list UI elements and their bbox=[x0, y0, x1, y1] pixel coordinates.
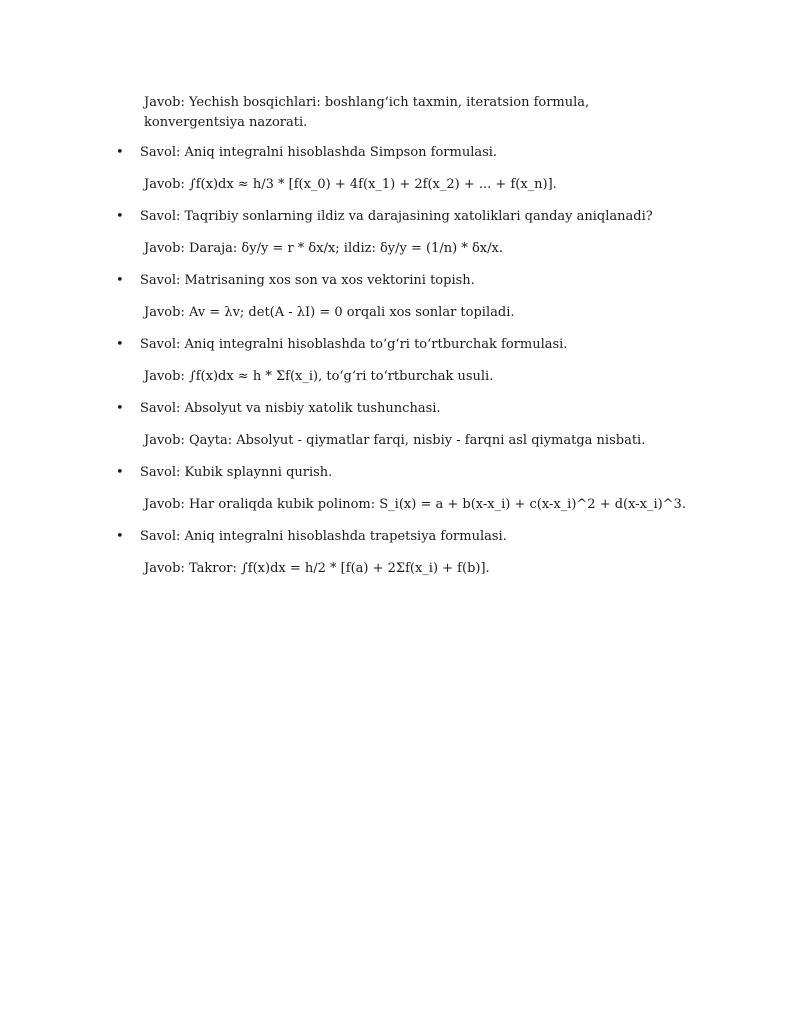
question-text: Savol: Kubik splaynni qurish. bbox=[140, 465, 333, 480]
answer-text: Javob: Har oraliqda kubik polinom: S_i(x) = a + b(x-x_i) + c(x-x_i)^2 + d(x-x_i)^3. bbox=[144, 497, 686, 512]
bullet-icon: • bbox=[116, 465, 124, 480]
bullet-icon: • bbox=[116, 209, 124, 224]
answer-text: Javob: Daraja: δy/y = r * δx/x; ildiz: δy/y = (1/n) * δx/x. bbox=[144, 241, 503, 256]
answer-text: Javob: ∫f(x)dx ≈ h * Σf(x_i), to‘g‘ri to‘rtburchak usuli. bbox=[144, 369, 494, 384]
answer-text: Javob: Takror: ∫f(x)dx = h/2 * [f(a) + 2Σf(x_i) + f(b)]. bbox=[144, 561, 490, 576]
answer-text: Javob: Av = λv; det(A - λI) = 0 orqali xos sonlar topiladi. bbox=[144, 305, 515, 320]
bullet-icon: • bbox=[116, 145, 124, 160]
question-text: Savol: Aniq integralni hisoblashda to‘g‘ri to‘rtburchak formulasi. bbox=[140, 337, 568, 352]
question-text: Savol: Aniq integralni hisoblashda trapetsiya formulasi. bbox=[140, 529, 507, 544]
bullet-icon: • bbox=[116, 273, 124, 288]
answer-text: Javob: Qayta: Absolyut - qiymatlar farqi, nisbiy - farqni asl qiymatga nisbati. bbox=[144, 433, 646, 448]
bullet-icon: • bbox=[116, 337, 124, 352]
question-text: Savol: Matrisaning xos son va xos vektorini topish. bbox=[140, 273, 475, 288]
answer-text: Javob: ∫f(x)dx ≈ h/3 * [f(x_0) + 4f(x_1) + 2f(x_2) + ... + f(x_n)]. bbox=[144, 177, 557, 192]
question-text: Savol: Aniq integralni hisoblashda Simpson formulasi. bbox=[140, 145, 498, 160]
intro-answer: Javob: Yechish bosqichlari: boshlang‘ich taxmin, iteratsion formula, konvergentsiya nazorati. bbox=[144, 95, 590, 130]
bullet-icon: • bbox=[116, 529, 124, 544]
bullet-icon: • bbox=[116, 401, 124, 416]
question-text: Savol: Absolyut va nisbiy xatolik tushunchasi. bbox=[140, 401, 441, 416]
question-text: Savol: Taqribiy sonlarning ildiz va darajasining xatoliklari qanday aniqlanadi? bbox=[140, 209, 653, 224]
